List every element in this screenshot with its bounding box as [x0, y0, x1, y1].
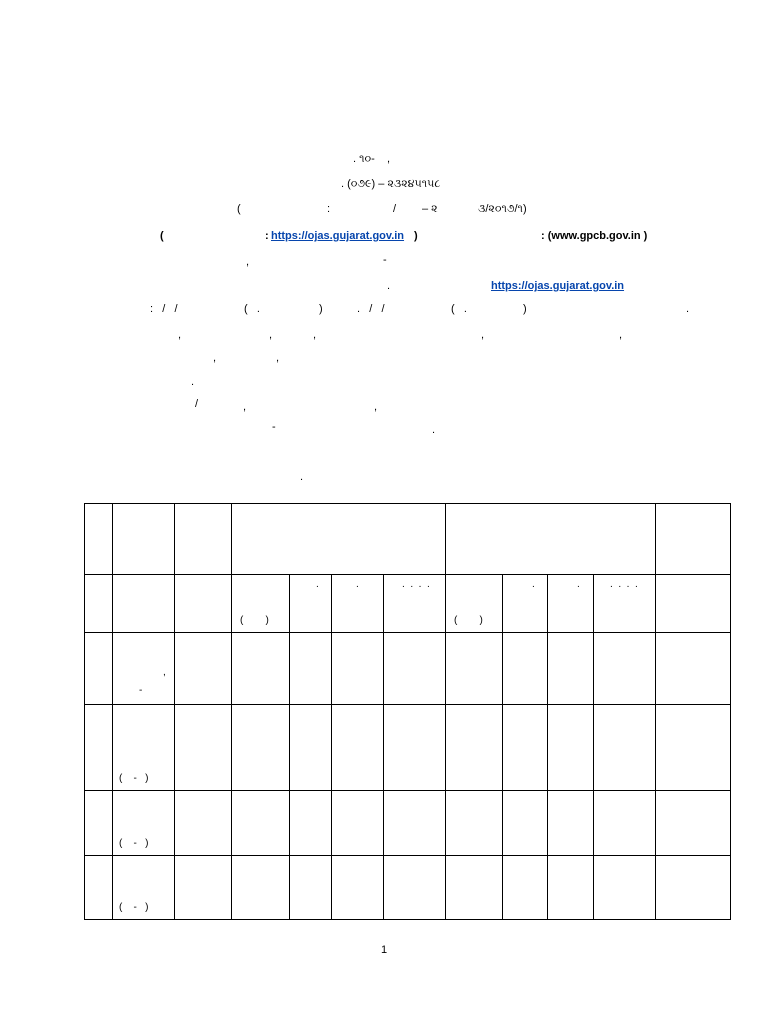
subheader-cell [503, 575, 548, 633]
header-line-3-slash: / [393, 203, 397, 215]
header-line-3-dash: – ૨ [422, 203, 438, 215]
row3-paren: ( - ) [119, 838, 149, 849]
header-line-2-phone: . (૦૭૯) – ૨૩૨૪૫૧૫૮ [341, 178, 441, 190]
table-subheader-row [85, 575, 731, 633]
body-l7-e: ( . [451, 303, 467, 315]
subheader-cell [656, 575, 731, 633]
table-row [85, 705, 731, 791]
body-l5-comma: , [246, 256, 250, 268]
subheader-dot-2: . [356, 579, 359, 590]
header-cell-3 [175, 504, 232, 575]
subheader-cell [85, 575, 113, 633]
subheader-cell [446, 575, 503, 633]
subheader-dots-3: . . . . [402, 579, 430, 590]
header-line-4-close: ) [414, 230, 418, 242]
body-l8-c: , [313, 329, 317, 341]
subheader-paren-1: ( ) [240, 615, 269, 626]
header-line-3-colon: : [327, 203, 331, 215]
body-l7-d: . / / [357, 303, 385, 315]
body-l7-c: ) [319, 303, 323, 315]
page-number: 1 [380, 944, 388, 956]
header-line-3-open: ( [237, 203, 241, 215]
body-l8-d: , [481, 329, 485, 341]
body-l8-b: , [269, 329, 273, 341]
subheader-cell [232, 575, 290, 633]
body-l8-e: , [619, 329, 623, 341]
header-line-1: . ૧૦- , [353, 153, 391, 165]
header-cell-group-1 [232, 504, 446, 575]
header-line-4-open: ( [160, 230, 164, 242]
subheader-dot-5: . [577, 579, 580, 590]
body-l11-b: , [243, 401, 247, 413]
table-header-row [85, 504, 731, 575]
ojas-link-2[interactable]: https://ojas.gujarat.gov.in [491, 280, 625, 292]
header-cell-last [656, 504, 731, 575]
body-l12-b: . [432, 424, 436, 436]
body-l12-a: - [272, 421, 276, 433]
header-cell-1 [85, 504, 113, 575]
details-table [84, 503, 731, 920]
subheader-dot-4: . [532, 579, 535, 590]
gpcb-website-text: : (www.gpcb.gov.in ) [541, 230, 648, 242]
subheader-dots-6: . . . . [610, 579, 638, 590]
body-l6-dot: . [387, 280, 391, 292]
body-l10-dot: . [191, 376, 195, 388]
subheader-cell [175, 575, 232, 633]
subheader-cell [113, 575, 175, 633]
body-l11-a: / [195, 398, 199, 410]
body-l7-a: : / / [150, 303, 178, 315]
row4-paren: ( - ) [119, 902, 149, 913]
header-line-4-colon: : [265, 230, 269, 242]
body-l9-b: , [276, 352, 280, 364]
table-row [85, 856, 731, 920]
row2-paren: ( - ) [119, 773, 149, 784]
row1-comma: , [163, 667, 166, 678]
subheader-cell [290, 575, 332, 633]
table-row [85, 633, 731, 705]
subheader-cell [384, 575, 446, 633]
body-l11-c: , [374, 401, 378, 413]
body-l7-b: ( . [244, 303, 260, 315]
body-l5-dash: - [383, 254, 387, 266]
table-row [85, 791, 731, 856]
body-l7-g: . [686, 303, 690, 315]
row1-dash: - [139, 685, 143, 696]
body-l8-a: , [178, 329, 182, 341]
body-l13-dot: . [300, 471, 304, 483]
body-l9-a: , [213, 352, 217, 364]
header-cell-group-2 [446, 504, 656, 575]
subheader-cell [548, 575, 594, 633]
subheader-cell [332, 575, 384, 633]
header-line-3-number: ૩/૨૦૧૭/૧) [478, 203, 527, 215]
subheader-cell [594, 575, 656, 633]
ojas-link[interactable]: https://ojas.gujarat.gov.in [271, 230, 405, 242]
subheader-paren-2: ( ) [454, 615, 483, 626]
subheader-dot-1: . [316, 579, 319, 590]
header-cell-2 [113, 504, 175, 575]
body-l7-f: ) [523, 303, 527, 315]
